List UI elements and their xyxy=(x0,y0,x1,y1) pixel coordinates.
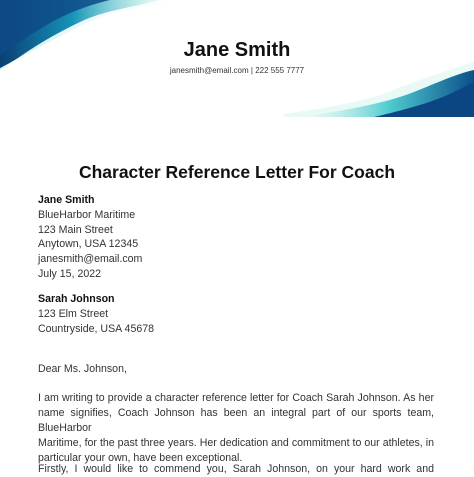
body-paragraph-1 xyxy=(38,391,434,466)
sender-street: 123 Main Street xyxy=(38,223,113,236)
paragraph-line: name signifies, Coach Johnson has been an integral part of our sports team, BlueHarbor xyxy=(38,407,434,434)
recipient-city: Countryside, USA 45678 xyxy=(38,322,155,335)
sender-email: janesmith@email.com xyxy=(38,253,143,266)
sender-company: BlueHarbor Maritime xyxy=(38,208,136,221)
sender-block xyxy=(38,193,142,282)
salutation: Dear Ms. Johnson, xyxy=(38,363,127,375)
recipient-block xyxy=(38,292,154,336)
letterhead xyxy=(0,36,474,76)
recipient-street: 123 Elm Street xyxy=(38,307,109,320)
paragraph-line: particular your own, have been exceptional. xyxy=(38,452,243,464)
document-title: Character Reference Letter For Coach xyxy=(78,162,396,182)
body-paragraph-2 xyxy=(38,462,434,477)
sender-city: Anytown, USA 12345 xyxy=(38,238,139,251)
paragraph-line: Firstly, I would like to commend you, Sarah Johnson, on your hard work and xyxy=(38,463,434,475)
letterhead-contact: janesmith@email.com | 222 555 7777 xyxy=(169,66,305,75)
letter-date: July 15, 2022 xyxy=(38,267,102,280)
letterhead-name: Jane Smith xyxy=(183,39,291,61)
paragraph-line: Maritime, for the past three years. Her dedication and commitment to our athletes, in xyxy=(38,437,434,449)
sender-name: Jane Smith xyxy=(38,194,95,206)
paragraph-line: I am writing to provide a character reference letter for Coach Sarah Johnson. As her xyxy=(38,392,434,404)
recipient-name: Sarah Johnson xyxy=(38,293,115,305)
